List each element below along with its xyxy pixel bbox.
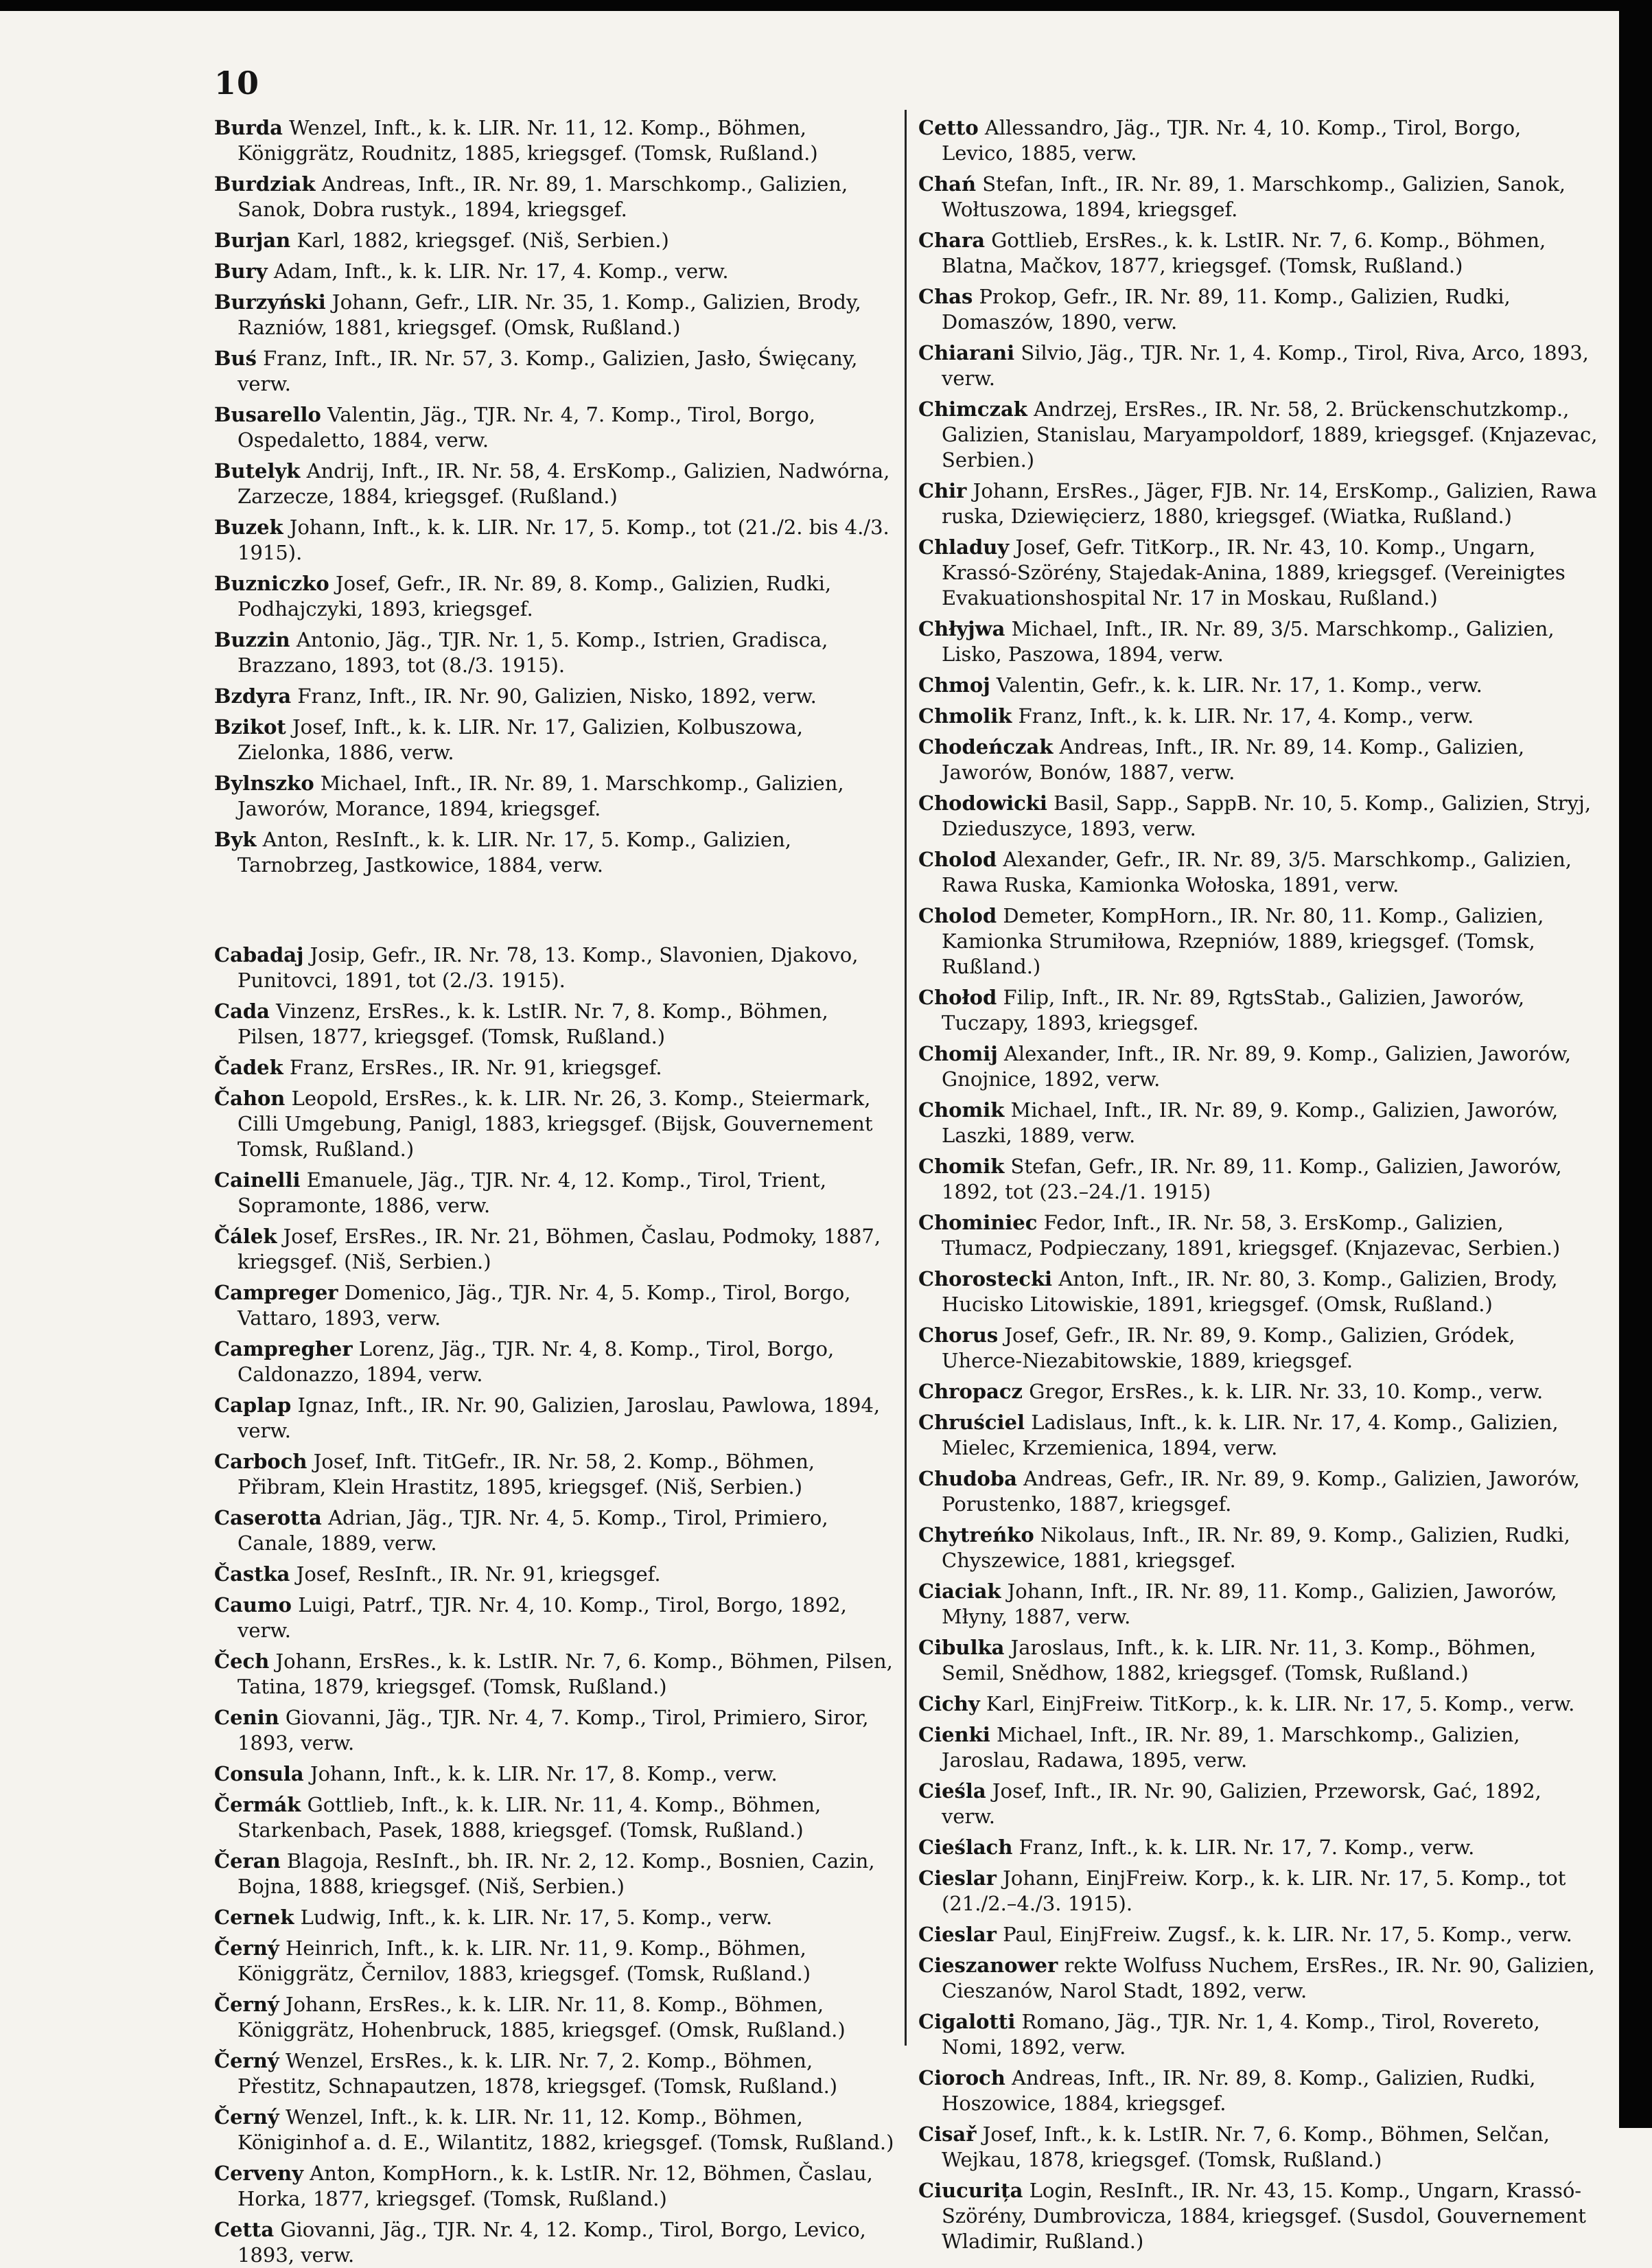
entry-details: Lorenz, Jäg., TJR. Nr. 4, 8. Komp., Tirol, Borgo, Caldonazzo, 1894, verw.: [237, 1337, 835, 1386]
entry-details: Giovanni, Jäg., TJR. Nr. 4, 7. Komp., Tirol, Primiero, Siror, 1893, verw.: [237, 1706, 869, 1755]
left-column: [214, 115, 900, 2267]
entry-details: Alexander, Inft., IR. Nr. 89, 9. Komp., Galizien, Jaworów, Gnojnice, 1892, verw.: [942, 1042, 1572, 1091]
entry-details: Gottlieb, ErsRes., k. k. LstIR. Nr. 7, 6. Komp., Böhmen, Blatna, Mačkov, 1877, kriegsgef. (Tomsk, Rußland.): [942, 229, 1546, 277]
roster-entry: [918, 1410, 1598, 1461]
entry-surname: Burjan: [214, 229, 291, 252]
roster-entry: [918, 1866, 1598, 1917]
entry-surname: Cholod: [918, 904, 997, 927]
entry-details: Franz, Inft., IR. Nr. 90, Galizien, Nisko, 1892, verw.: [291, 684, 817, 708]
entry-surname: Cetto: [918, 116, 979, 139]
entry-surname: Chiarani: [918, 341, 1015, 364]
roster-entry: [214, 1449, 900, 1500]
roster-entry: [918, 1041, 1598, 1092]
roster-entry: [214, 1593, 900, 1643]
column-divider: [905, 110, 907, 2046]
roster-entry: [918, 847, 1598, 898]
entry-surname: Chominiec: [918, 1211, 1038, 1234]
entry-surname: Burda: [214, 116, 283, 139]
entry-details: Anton, Inft., IR. Nr. 80, 3. Komp., Galizien, Brody, Hucisko Litowiskie, 1891, kriegsgef. (Omsk, Rußland.): [942, 1267, 1558, 1316]
roster-entry: [214, 346, 900, 397]
entry-details: Antonio, Jäg., TJR. Nr. 1, 5. Komp., Istrien, Gradisca, Brazzano, 1893, tot (8./3. 1915).: [237, 628, 828, 677]
roster-entry: [918, 1466, 1598, 1517]
entry-surname: Chodeńczak: [918, 735, 1054, 759]
roster-entry: [214, 2217, 900, 2268]
entry-details: Andrzej, ErsRes., IR. Nr. 58, 2. Brückenschutzkomp., Galizien, Stanislau, Maryampoldorf, 1889, kriegsgef. (Knjazevac, Serbien.): [942, 397, 1598, 472]
entry-details: Giovanni, Jäg., TJR. Nr. 4, 12. Komp., Tirol, Borgo, Levico, 1893, verw.: [237, 2218, 866, 2267]
entry-surname: Chorostecki: [918, 1267, 1053, 1291]
roster-entry: [918, 2122, 1598, 2173]
roster-entry: [918, 791, 1598, 842]
entry-surname: Chir: [918, 479, 967, 502]
roster-entry: [214, 1055, 900, 1080]
entry-details: Johann, Inft., IR. Nr. 89, 11. Komp., Galizien, Jaworów, Młyny, 1887, verw.: [942, 1579, 1557, 1628]
roster-entry: [214, 1705, 900, 1756]
right-column: [918, 115, 1598, 2253]
entry-details: Johann, ErsRes., k. k. LIR. Nr. 11, 8. Komp., Böhmen, Königgrätz, Hohenbruck, 1885, kriegsgef. (Omsk, Rußland.): [237, 1993, 846, 2041]
entry-surname: Bzikot: [214, 715, 286, 739]
entry-surname: Chimczak: [918, 397, 1027, 421]
roster-entry: [918, 734, 1598, 785]
scan-right-edge: [1619, 0, 1652, 2128]
roster-entry: [214, 1505, 900, 1556]
roster-entry: [918, 673, 1598, 698]
entry-details: Johann, Gefr., LIR. Nr. 35, 1. Komp., Galizien, Brody, Razniów, 1881, kriegsgef. (Omsk, Rußland.): [237, 290, 861, 339]
entry-surname: Čech: [214, 1650, 270, 1673]
entry-details: Allessandro, Jäg., TJR. Nr. 4, 10. Komp., Tirol, Borgo, Levico, 1885, verw.: [942, 116, 1522, 165]
entry-surname: Buzzin: [214, 628, 290, 651]
entry-details: Paul, EinjFreiw. Zugsf., k. k. LIR. Nr. 17, 5. Komp., verw.: [996, 1923, 1572, 1946]
entry-details: Franz, Inft., k. k. LIR. Nr. 17, 4. Komp., verw.: [1012, 704, 1474, 728]
entry-surname: Čermák: [214, 1793, 301, 1816]
entry-details: Josef, ErsRes., IR. Nr. 21, Böhmen, Časlau, Podmoky, 1887, kriegsgef. (Niš, Serbien.): [237, 1225, 881, 1273]
entry-details: Stefan, Inft., IR. Nr. 89, 1. Marschkomp., Galizien, Sanok, Wołtuszowa, 1894, kriegsgef.: [942, 172, 1566, 221]
entry-details: rekte Wolfuss Nuchem, ErsRes., IR. Nr. 90, Galizien, Cieszanów, Narol Stadt, 1892, verw.: [942, 1954, 1595, 2002]
roster-entry: [214, 1224, 900, 1275]
entry-surname: Častka: [214, 1562, 290, 1586]
roster-entry: [214, 1336, 900, 1387]
entry-surname: Cholod: [918, 848, 997, 871]
entry-details: Vinzenz, ErsRes., k. k. LstIR. Nr. 7, 8. Komp., Böhmen, Pilsen, 1877, kriegsgef. (Tomsk, Rußland.): [237, 999, 828, 1048]
roster-entry: [918, 1266, 1598, 1317]
roster-entry: [918, 2009, 1598, 2060]
entry-surname: Čahon: [214, 1087, 286, 1110]
entry-details: Franz, Inft., IR. Nr. 57, 3. Komp., Galizien, Jasło, Święcany, verw.: [237, 347, 858, 395]
roster-entry: [214, 827, 900, 878]
roster-entry: [918, 397, 1598, 473]
roster-entry: [214, 571, 900, 622]
entry-surname: Cainelli: [214, 1168, 301, 1192]
roster-entry: [918, 1323, 1598, 1374]
entry-details: Johann, Inft., k. k. LIR. Nr. 17, 5. Komp., tot (21./2. bis 4./3. 1915).: [237, 516, 889, 564]
entry-surname: Chudoba: [918, 1467, 1017, 1490]
roster-entry: [918, 478, 1598, 529]
entry-surname: Butelyk: [214, 459, 301, 483]
roster-entry: [918, 1379, 1598, 1404]
entry-surname: Cabadaj: [214, 943, 304, 967]
entry-details: Josef, Inft., k. k. LstIR. Nr. 7, 6. Komp., Böhmen, Selčan, Wejkau, 1878, kriegsgef. (Tomsk, Rußland.): [942, 2122, 1550, 2171]
roster-entry: [214, 942, 900, 993]
scan-top-edge: [0, 0, 1652, 11]
roster-entry: [918, 2178, 1598, 2254]
entry-surname: Busarello: [214, 403, 321, 426]
entry-surname: Chas: [918, 285, 973, 308]
entry-details: Josef, Inft., IR. Nr. 90, Galizien, Przeworsk, Gać, 1892, verw.: [942, 1779, 1542, 1828]
entry-surname: Campreger: [214, 1281, 338, 1304]
section-gap: [214, 883, 900, 942]
entry-details: Josef, Gefr., IR. Nr. 89, 9. Komp., Galizien, Gródek, Uherce-Niezabitowskie, 1889, kriegsgef.: [942, 1323, 1515, 1372]
entry-surname: Cetta: [214, 2218, 275, 2241]
entry-details: Demeter, KompHorn., IR. Nr. 80, 11. Komp., Galizien, Kamionka Strumiłowa, Rzepniów, 1889, kriegsgef. (Tomsk, Rußland.): [942, 904, 1544, 978]
entry-surname: Cienki: [918, 1723, 990, 1746]
roster-entry: [918, 1635, 1598, 1686]
entry-details: Silvio, Jäg., TJR. Nr. 1, 4. Komp., Tirol, Riva, Arco, 1893, verw.: [942, 341, 1589, 390]
entry-details: Wenzel, ErsRes., k. k. LIR. Nr. 7, 2. Komp., Böhmen, Přestitz, Schnapautzen, 1878, kriegsgef. (Tomsk, Rußland.): [237, 2049, 838, 2098]
roster-entry: [214, 684, 900, 709]
roster-entry: [918, 340, 1598, 391]
roster-entry: [918, 2066, 1598, 2116]
entry-surname: Černý: [214, 2105, 279, 2129]
page-number: 10: [214, 65, 260, 102]
entry-surname: Cisař: [918, 2122, 977, 2146]
entry-details: Nikolaus, Inft., IR. Nr. 89, 9. Komp., Galizien, Rudki, Chyszewice, 1881, kriegsgef.: [942, 1523, 1570, 1572]
entry-details: Login, ResInft., IR. Nr. 43, 15. Komp., Ungarn, Krassó-Szörény, Dumbrovicza, 1884, kriegsgef. (Susdol, Gouvernement Wladimir, Rußland.): [942, 2179, 1586, 2253]
entry-details: Ludwig, Inft., k. k. LIR. Nr. 17, 5. Komp., verw.: [294, 1906, 773, 1929]
entry-surname: Chomik: [918, 1098, 1005, 1122]
roster-entry: [214, 1393, 900, 1444]
entry-surname: Chomij: [918, 1042, 998, 1065]
entry-surname: Consula: [214, 1762, 304, 1785]
entry-surname: Cieślach: [918, 1836, 1013, 1859]
entry-details: Ladislaus, Inft., k. k. LIR. Nr. 17, 4. Komp., Galizien, Mielec, Krzemienica, 1894, verw.: [942, 1411, 1559, 1459]
entry-details: Valentin, Jäg., TJR. Nr. 4, 7. Komp., Tirol, Borgo, Ospedaletto, 1884, verw.: [237, 403, 815, 452]
roster-entry: [214, 228, 900, 253]
entry-details: Johann, ErsRes., k. k. LstIR. Nr. 7, 6. Komp., Böhmen, Pilsen, Tatina, 1879, kriegsgef. (Tomsk, Rußland.): [237, 1650, 893, 1698]
entry-surname: Chorus: [918, 1323, 999, 1347]
roster-entry: [214, 627, 900, 678]
roster-entry: [214, 1992, 900, 2043]
entry-details: Josef, Inft., k. k. LIR. Nr. 17, Galizien, Kolbuszowa, Zielonka, 1886, verw.: [237, 715, 803, 764]
entry-surname: Cieslar: [918, 1923, 997, 1946]
roster-entry: [918, 115, 1598, 166]
roster-entry: [214, 1086, 900, 1162]
entry-surname: Chruściel: [918, 1411, 1025, 1434]
entry-surname: Chladuy: [918, 535, 1010, 559]
entry-details: Heinrich, Inft., k. k. LIR. Nr. 11, 9. Komp., Böhmen, Königgrätz, Černilov, 1883, kriegsgef. (Tomsk, Rußland.): [237, 1936, 811, 1985]
roster-entry: [918, 172, 1598, 222]
roster-entry: [214, 1280, 900, 1331]
entry-surname: Bzdyra: [214, 684, 292, 708]
roster-entry: [214, 172, 900, 222]
roster-entry: [214, 1649, 900, 1700]
entry-surname: Cada: [214, 999, 270, 1023]
roster-entry: [918, 903, 1598, 980]
entry-surname: Chara: [918, 229, 986, 252]
roster-entry: [214, 259, 900, 284]
entry-details: Johann, ErsRes., Jäger, FJB. Nr. 14, ErsKomp., Galizien, Rawa ruska, Dziewięcierz, 1880, kriegsgef. (Wiatka, Rußland.): [942, 479, 1597, 528]
roster-entry: [214, 771, 900, 822]
entry-details: Anton, ResInft., k. k. LIR. Nr. 17, 5. Komp., Galizien, Tarnobrzeg, Jastkowice, 1884, verw.: [237, 828, 791, 877]
entry-surname: Buzek: [214, 516, 283, 539]
entry-surname: Bylnszko: [214, 772, 314, 795]
entry-surname: Čálek: [214, 1225, 277, 1248]
entry-surname: Cigalotti: [918, 2010, 1016, 2033]
roster-entry: [214, 459, 900, 509]
roster-entry: [918, 1210, 1598, 1261]
entry-surname: Chłyjwa: [918, 617, 1005, 640]
entry-surname: Chropacz: [918, 1380, 1023, 1403]
entry-details: Anton, KompHorn., k. k. LstIR. Nr. 12, Böhmen, Časlau, Horka, 1877, kriegsgef. (Tomsk, Rußland.): [237, 2162, 873, 2210]
roster-entry: [214, 1905, 900, 1930]
entry-details: Karl, EinjFreiw. TitKorp., k. k. LIR. Nr. 17, 5. Komp., verw.: [979, 1692, 1575, 1715]
entry-details: Andreas, Inft., IR. Nr. 89, 8. Komp., Galizien, Rudki, Hoszowice, 1884, kriegsgef.: [942, 2066, 1536, 2115]
entry-details: Josef, ResInft., IR. Nr. 91, kriegsgef.: [290, 1562, 661, 1586]
entry-surname: Čadek: [214, 1056, 283, 1079]
entry-details: Luigi, Patrf., TJR. Nr. 4, 10. Komp., Tirol, Borgo, 1892, verw.: [237, 1593, 847, 1642]
entry-surname: Chytreńko: [918, 1523, 1034, 1547]
entry-details: Romano, Jäg., TJR. Nr. 1, 4. Komp., Tirol, Rovereto, Nomi, 1892, verw.: [942, 2010, 1540, 2059]
entry-details: Josip, Gefr., IR. Nr. 78, 13. Komp., Slavonien, Djakovo, Punitovci, 1891, tot (2./3. 1915).: [237, 943, 859, 992]
entry-details: Franz, ErsRes., IR. Nr. 91, kriegsgef.: [283, 1056, 662, 1079]
entry-surname: Burzyński: [214, 290, 326, 314]
roster-entry: [214, 1562, 900, 1587]
entry-details: Gregor, ErsRes., k. k. LIR. Nr. 33, 10. Komp., verw.: [1022, 1380, 1544, 1403]
entry-surname: Chmoj: [918, 673, 990, 697]
entry-details: Prokop, Gefr., IR. Nr. 89, 11. Komp., Galizien, Rudki, Domaszów, 1890, verw.: [942, 285, 1511, 334]
entry-surname: Černý: [214, 1936, 279, 1960]
entry-surname: Bury: [214, 259, 268, 283]
entry-details: Ignaz, Inft., IR. Nr. 90, Galizien, Jaroslau, Pawlowa, 1894, verw.: [237, 1393, 881, 1442]
roster-entry: [918, 284, 1598, 335]
roster-entry: [214, 402, 900, 453]
roster-entry: [214, 1849, 900, 1899]
entry-surname: Burdziak: [214, 172, 316, 196]
entry-surname: Ciucurița: [918, 2179, 1023, 2202]
entry-surname: Cibulka: [918, 1636, 1005, 1659]
entry-surname: Carboch: [214, 1450, 307, 1473]
entry-surname: Buś: [214, 347, 257, 370]
entry-surname: Caumo: [214, 1593, 292, 1617]
entry-details: Leopold, ErsRes., k. k. LIR. Nr. 26, 3. Komp., Steiermark, Cilli Umgebung, Panigl, 1883, kriegsgef. (Bijsk, Gouvernement Tomsk, Rußland.): [237, 1087, 873, 1161]
roster-entry: [214, 1168, 900, 1218]
entry-surname: Ciaciak: [918, 1579, 1001, 1603]
entry-details: Michael, Inft., IR. Nr. 89, 1. Marschkomp., Galizien, Jaworów, Morance, 1894, kriegsgef.: [237, 772, 844, 820]
entry-surname: Černý: [214, 1993, 279, 2016]
entry-details: Michael, Inft., IR. Nr. 89, 1. Marschkomp., Galizien, Jaroslau, Radawa, 1895, verw.: [942, 1723, 1520, 1772]
entry-surname: Čeran: [214, 1849, 281, 1873]
entry-surname: Chomik: [918, 1155, 1005, 1178]
entry-surname: Campregher: [214, 1337, 353, 1361]
roster-entry: [918, 704, 1598, 729]
entry-details: Jaroslaus, Inft., k. k. LIR. Nr. 11, 3. Komp., Böhmen, Semil, Snědhow, 1882, kriegsgef. (Tomsk, Rußland.): [942, 1636, 1537, 1685]
entry-details: Adrian, Jäg., TJR. Nr. 4, 5. Komp., Tirol, Primiero, Canale, 1889, verw.: [237, 1506, 828, 1555]
roster-entry: [918, 1922, 1598, 1947]
roster-entry: [214, 2105, 900, 2155]
entry-surname: Chołod: [918, 986, 997, 1009]
entry-details: Franz, Inft., k. k. LIR. Nr. 17, 7. Komp., verw.: [1012, 1836, 1475, 1859]
roster-entry: [214, 2161, 900, 2212]
roster-entry: [214, 1761, 900, 1787]
roster-entry: [918, 1691, 1598, 1717]
entry-details: Andreas, Gefr., IR. Nr. 89, 9. Komp., Galizien, Jaworów, Porustenko, 1887, kriegsgef.: [942, 1467, 1580, 1516]
roster-entry: [918, 1523, 1598, 1573]
entry-details: Josef, Inft. TitGefr., IR. Nr. 58, 2. Komp., Böhmen, Přibram, Klein Hrastitz, 1895, kriegsgef. (Niš, Serbien.): [237, 1450, 815, 1498]
roster-entry: [918, 1722, 1598, 1773]
roster-entry: [214, 515, 900, 566]
entry-details: Wenzel, Inft., k. k. LIR. Nr. 11, 12. Komp., Böhmen, Königinhof a. d. E., Wilantitz, 1882, kriegsgef. (Tomsk, Rußland.): [237, 2105, 894, 2154]
entry-details: Stefan, Gefr., IR. Nr. 89, 11. Komp., Galizien, Jaworów, 1892, tot (23.–24./1. 1915): [942, 1155, 1562, 1203]
entry-details: Michael, Inft., IR. Nr. 89, 3/5. Marschkomp., Galizien, Lisko, Paszowa, 1894, verw.: [942, 617, 1555, 666]
entry-details: Valentin, Gefr., k. k. LIR. Nr. 17, 1. Komp., verw.: [990, 673, 1482, 697]
entry-details: Andreas, Inft., IR. Nr. 89, 1. Marschkomp., Galizien, Sanok, Dobra rustyk., 1894, kriegsgef.: [237, 172, 848, 221]
entry-details: Wenzel, Inft., k. k. LIR. Nr. 11, 12. Komp., Böhmen, Königgrätz, Roudnitz, 1885, kriegsgef. (Tomsk, Rußland.): [237, 116, 818, 165]
entry-details: Karl, 1882, kriegsgef. (Niš, Serbien.): [290, 229, 669, 252]
roster-entry: [918, 1953, 1598, 2004]
roster-entry: [214, 1936, 900, 1987]
entry-details: Domenico, Jäg., TJR. Nr. 4, 5. Komp., Tirol, Borgo, Vattaro, 1893, verw.: [237, 1281, 851, 1330]
roster-entry: [918, 228, 1598, 279]
roster-entry: [214, 715, 900, 765]
roster-entry: [918, 1579, 1598, 1630]
entry-details: Johann, EinjFreiw. Korp., k. k. LIR. Nr. 17, 5. Komp., tot (21./2.–4./3. 1915).: [942, 1866, 1566, 1915]
roster-entry: [918, 1835, 1598, 1860]
entry-details: Michael, Inft., IR. Nr. 89, 9. Komp., Galizien, Jaworów, Laszki, 1889, verw.: [942, 1098, 1559, 1147]
entry-details: Andreas, Inft., IR. Nr. 89, 14. Komp., Galizien, Jaworów, Bonów, 1887, verw.: [942, 735, 1525, 784]
entry-details: Josef, Gefr., IR. Nr. 89, 8. Komp., Galizien, Rudki, Podhajczyki, 1893, kriegsgef.: [237, 572, 832, 621]
entry-details: Alexander, Gefr., IR. Nr. 89, 3/5. Marschkomp., Galizien, Rawa Ruska, Kamionka Wołoska, 1891, verw.: [942, 848, 1572, 896]
entry-details: Gottlieb, Inft., k. k. LIR. Nr. 11, 4. Komp., Böhmen, Starkenbach, Pasek, 1888, kriegsgef. (Tomsk, Rußland.): [237, 1793, 822, 1842]
roster-entry: [214, 115, 900, 166]
entry-details: Fedor, Inft., IR. Nr. 58, 3. ErsKomp., Galizien, Tłumacz, Podpieczany, 1891, kriegsgef. (Knjazevac, Serbien.): [942, 1211, 1561, 1260]
roster-entry: [918, 1154, 1598, 1205]
roster-entry: [214, 2048, 900, 2099]
entry-surname: Černý: [214, 2049, 279, 2072]
roster-entry: [918, 535, 1598, 611]
roster-entry: [214, 1792, 900, 1843]
entry-surname: Cieśla: [918, 1779, 986, 1803]
entry-surname: Chodowicki: [918, 791, 1047, 815]
roster-entry: [918, 1098, 1598, 1148]
roster-entry: [918, 1779, 1598, 1829]
roster-entry: [214, 999, 900, 1050]
entry-details: Josef, Gefr. TitKorp., IR. Nr. 43, 10. Komp., Ungarn, Krassó-Szörény, Stajedak-Anina, 1889, kriegsgef. (Vereinigtes Evakuationshospital Nr. 17 in Moskau, Rußland.): [942, 535, 1566, 610]
entry-details: Andrij, Inft., IR. Nr. 58, 4. ErsKomp., Galizien, Nadwórna, Zarzecze, 1884, kriegsgef. (Rußland.): [237, 459, 890, 508]
entry-details: Emanuele, Jäg., TJR. Nr. 4, 12. Komp., Tirol, Trient, Sopramonte, 1886, verw.: [237, 1168, 827, 1217]
entry-surname: Chań: [918, 172, 977, 196]
entry-details: Johann, Inft., k. k. LIR. Nr. 17, 8. Komp., verw.: [303, 1762, 778, 1785]
entry-surname: Cieslar: [918, 1866, 997, 1890]
entry-details: Filip, Inft., IR. Nr. 89, RgtsStab., Galizien, Jaworów, Tuczapy, 1893, kriegsgef.: [942, 986, 1525, 1034]
entry-surname: Cieszanower: [918, 1954, 1058, 1977]
entry-surname: Cichy: [918, 1692, 980, 1715]
roster-entry: [918, 616, 1598, 667]
entry-details: Adam, Inft., k. k. LIR. Nr. 17, 4. Komp., verw.: [267, 259, 729, 283]
entry-surname: Cenin: [214, 1706, 279, 1729]
roster-entry: [214, 290, 900, 340]
entry-surname: Cerveny: [214, 2162, 304, 2185]
roster-entry: [918, 985, 1598, 1036]
entry-surname: Cioroch: [918, 2066, 1005, 2090]
entry-surname: Buzniczko: [214, 572, 329, 595]
entry-surname: Chmolik: [918, 704, 1012, 728]
entry-surname: Caplap: [214, 1393, 292, 1417]
entry-surname: Cernek: [214, 1906, 294, 1929]
entry-surname: Caserotta: [214, 1506, 322, 1529]
entry-details: Blagoja, ResInft., bh. IR. Nr. 2, 12. Komp., Bosnien, Cazin, Bojna, 1888, kriegsgef. (Niš, Serbien.): [237, 1849, 875, 1898]
entry-surname: Byk: [214, 828, 257, 851]
entry-details: Basil, Sapp., SappB. Nr. 10, 5. Komp., Galizien, Stryj, Dzieduszyce, 1893, verw.: [942, 791, 1592, 840]
